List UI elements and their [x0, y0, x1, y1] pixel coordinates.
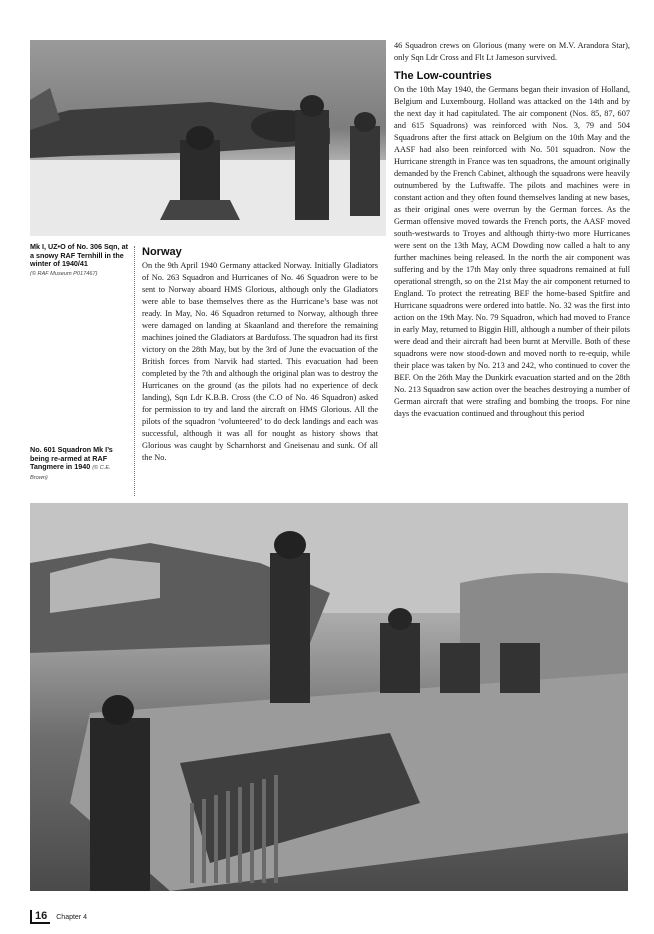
- article-low-countries: [394, 40, 630, 420]
- page-number: 16: [30, 910, 50, 924]
- caption-credit: (© RAF Museum P017467): [30, 270, 98, 277]
- section-heading: The Low-countries: [394, 70, 492, 82]
- caption-credit: (© C.E. Brown): [30, 465, 111, 481]
- section-body: On the 9th April 1940 Germany attacked Norway. Initially Gladiators of No. 263 Squadron and Hurricanes of No. 46 Squadron were to be sent to Norway aboard HMS Glorious, although only the Gladiators were able to base themselves there as the Hurricane’s base was not ready. In May, No. 46 Squadron returned to Norway, although three were damaged on landing at Skaanland and therefore the remaining machines joined the Gladiators at Bardufoss. The squadron had its first victory on the 28th May, but by the 3rd of June the evacuation of the British forces from Narvik had started. This evacuation had been completed by the 7th and although the original plan was to destroy the Hurricanes on the ground (as the pilots had no experience of deck landing), Sqn Ldr K.B.B. Cross (the C.O of No. 46 Squadron) asked for permission to try and land the aircraft on HMS Glorious. All the pilots of the squadron ‘volunteered’ to do deck landings and each was successful, although it was all for nought as history shows that Glorious was caught by Scharnhorst and Gneisenau and sunk. Of all the No.: [142, 261, 378, 462]
- caption-text: No. 601 Squadron Mk I’s being re-armed at RAF Tangmere in 1940: [30, 445, 113, 472]
- photo-hurricane-snow: [30, 40, 386, 236]
- page-footer: [30, 910, 87, 924]
- caption-bottom-photo: [30, 446, 128, 482]
- column-divider: [134, 246, 135, 496]
- continuation-text: 46 Squadron crews on Glorious (many were on M.V. Arandora Star), only Sqn Ldr Cross and Flt Lt Jameson survived.: [394, 41, 630, 62]
- chapter-label: Chapter 4: [56, 913, 87, 921]
- caption-text: Mk I, UZ•O of No. 306 Sqn, at a snowy RAF Ternhill in the winter of 1940/41: [30, 242, 128, 269]
- photo-hurricane-rearming: [30, 503, 628, 891]
- section-heading: Norway: [142, 246, 182, 258]
- section-body: On the 10th May 1940, the Germans began their invasion of Holland, Belgium and Luxembourg. Holland was attacked on the 14th and by the next day it had capitulated. The air component (Nos. 85, 87, 607 and 615 Squadrons) was reinforced with Nos. 3, 79 and 504 Squadrons after the first attack on Belgium on the 10th May and the AASF had also been reinforced with No. 501 squadron. Now the Hurricane strength in France was ten squadrons, the amount originally demanded by the French Cabinet, although the squadrons were heavily outnumbered by the Luftwaffe. The pilots and machines were in constant action and they often found themselves landing at new bases, as their original ones were overrun by the German forces. As the German offensive moved towards the French ports, the AASF moved south-westwards to Troyes and although thirty-two more Hurricanes were sent on the 13th May, ACM Dowding now called a halt to any further machines being released. In the north the air component was suffering and by the 17th May only three squadrons remained at full operational strength, so on the 21st May the air component returned to England. To protect the retreating BEF the home-based Spitfire and Hurricane squadrons were ordered into battle. No. 32 was the first into action on the 19th May. No. 79 Squadron, which had moved to France in early May, returned to Biggin Hill, although a number of their pilots were dead and their aircraft had been burnt at Merville. Both of these squadrons were now stood-down and moved north to re-equip, while their place was taken by No. 213 and 242, who continued to cover the BEF. On the 26th May the Dunkirk evacuation started and on the 28th No. 213 Squadron saw action over the beaches destroying a number of German aircraft that were strafing and bombing the troops. For nine days the evacuation continued and throughout this period: [394, 85, 630, 418]
- article-norway: [142, 246, 378, 464]
- caption-top-photo: [30, 243, 128, 278]
